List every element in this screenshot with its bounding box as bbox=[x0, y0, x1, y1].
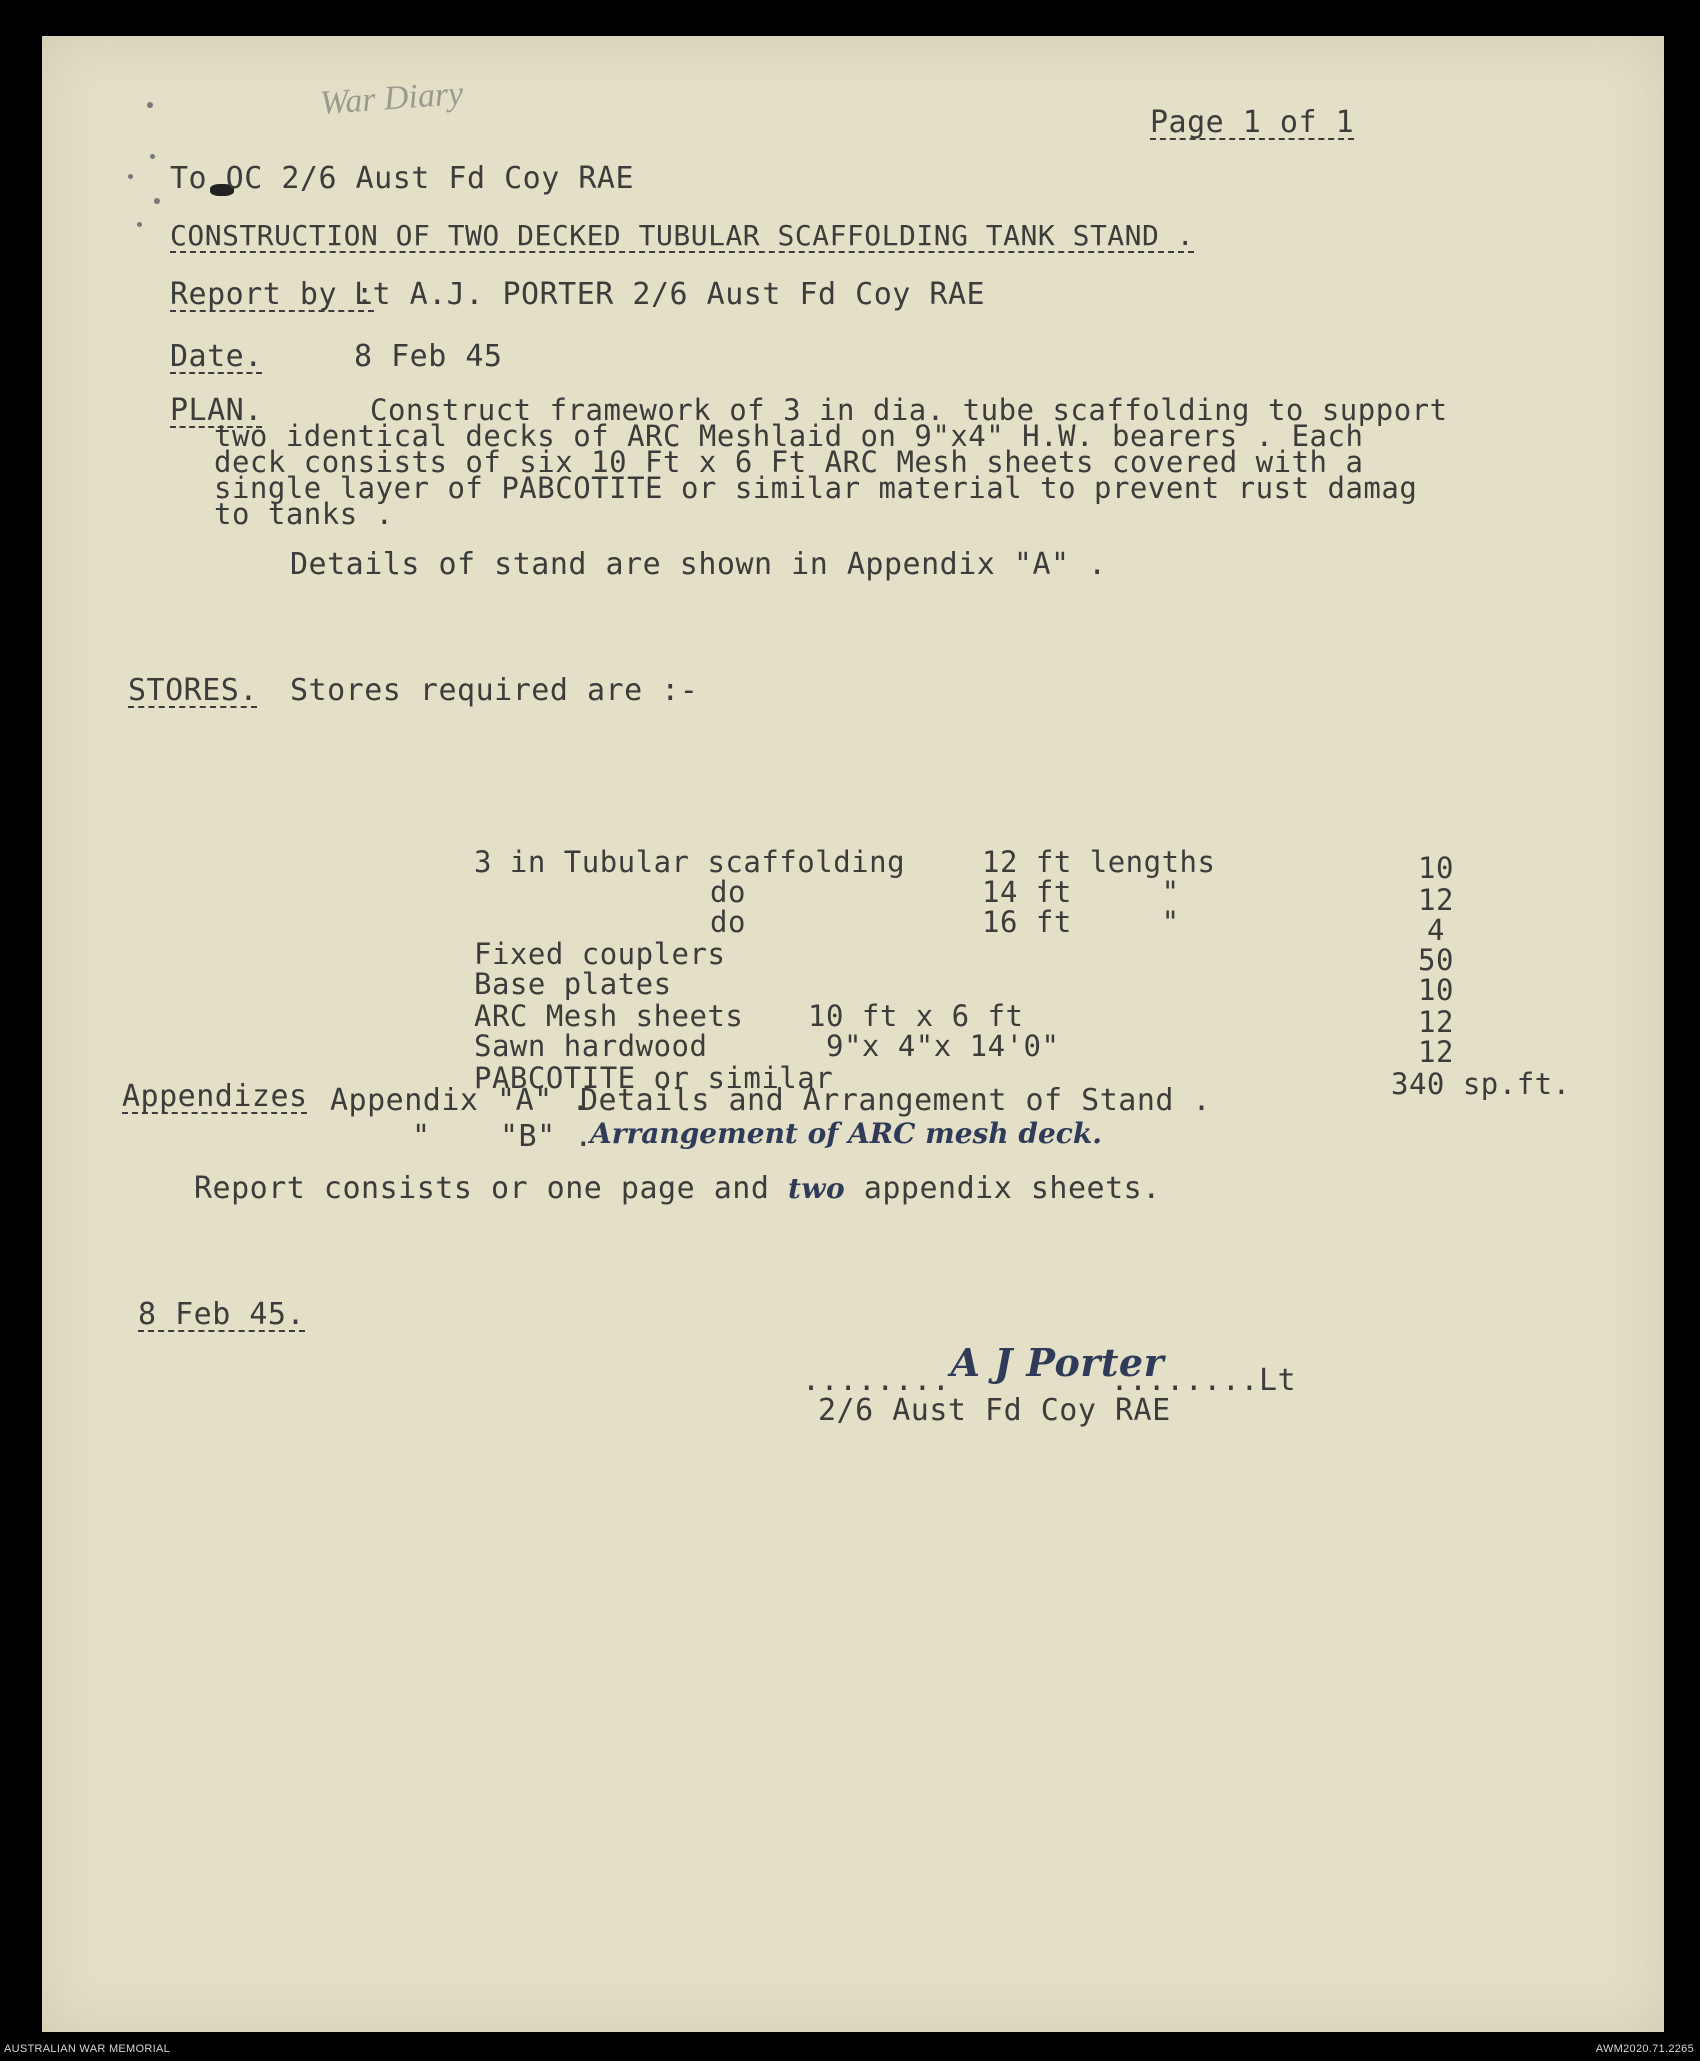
page-number: Page 1 of 1 bbox=[1150, 105, 1355, 140]
binder-mark bbox=[128, 174, 133, 179]
store-size: 9"x 4"x 14'0" bbox=[826, 1029, 1060, 1063]
appendix-b-ref: "B" . bbox=[500, 1119, 593, 1154]
binder-mark bbox=[154, 198, 160, 204]
footer-credit: AUSTRALIAN WAR MEMORIAL bbox=[4, 2043, 171, 2055]
binder-mark bbox=[137, 222, 142, 227]
document-title: CONSTRUCTION OF TWO DECKED TUBULAR SCAFFOLDING TANK STAND . bbox=[170, 219, 1195, 252]
binder-mark bbox=[150, 154, 155, 159]
report-by-value: Lt A.J. PORTER 2/6 Aust Fd Coy RAE bbox=[354, 277, 986, 312]
store-quantity: 10 bbox=[1418, 973, 1454, 1007]
report-by-label: Report by : bbox=[170, 277, 375, 312]
addressee: To OC 2/6 Aust Fd Coy RAE bbox=[170, 161, 635, 196]
store-item: do bbox=[710, 905, 746, 939]
store-quantity: 12 bbox=[1418, 1035, 1454, 1069]
sign-date: 8 Feb 45. bbox=[138, 1297, 306, 1332]
appendices-label: Appendizes bbox=[122, 1079, 308, 1114]
plan-line: to tanks . bbox=[214, 497, 394, 531]
stores-label: STORES. bbox=[128, 673, 258, 708]
store-item: Sawn hardwood bbox=[474, 1029, 708, 1063]
store-size: 10 ft x 6 ft bbox=[808, 999, 1024, 1033]
binder-mark bbox=[147, 102, 153, 108]
store-item: do bbox=[710, 875, 746, 909]
date-label: Date. bbox=[170, 339, 263, 374]
plan-line: Construct framework of 3 in dia. tube scaffolding to support bbox=[370, 393, 1448, 427]
store-quantity: 12 bbox=[1418, 1005, 1454, 1039]
store-item: 3 in Tubular scaffolding bbox=[474, 845, 906, 879]
appendix-b-desc: Arrangement of ARC mesh deck. bbox=[590, 1117, 1102, 1150]
store-item: ARC Mesh sheets bbox=[474, 999, 744, 1033]
plan-line: deck consists of six 10 Ft x 6 Ft ARC Mesh sheets covered with a bbox=[214, 445, 1364, 479]
store-quantity: 340 sp.ft. bbox=[1391, 1067, 1571, 1101]
signature-unit: 2/6 Aust Fd Coy RAE bbox=[818, 1393, 1171, 1428]
document-page bbox=[42, 36, 1664, 2032]
signature-line: ........A J Porter........Lt bbox=[802, 1340, 1297, 1398]
stores-intro: Stores required are :- bbox=[290, 673, 699, 708]
appendix-a-ref: Appendix "A" . bbox=[330, 1083, 590, 1118]
store-size: 14 ft " bbox=[982, 875, 1180, 909]
store-item: Fixed couplers bbox=[474, 937, 726, 971]
report-summary: Report consists or one page and two appendix sheets. bbox=[194, 1171, 1161, 1206]
store-quantity: 50 bbox=[1418, 943, 1454, 977]
plan-label: PLAN. bbox=[170, 393, 263, 428]
store-quantity: 10 bbox=[1418, 851, 1454, 885]
store-item: Base plates bbox=[474, 967, 672, 1001]
war-diary-annotation: War Diary bbox=[318, 75, 465, 122]
store-item: PABCOTITE or similar bbox=[474, 1061, 834, 1095]
store-size: 12 ft lengths bbox=[982, 845, 1216, 879]
plan-line: two identical decks of ARC Meshlaid on 9"x4" H.W. bearers . Each bbox=[214, 419, 1364, 453]
plan-details: Details of stand are shown in Appendix "A" . bbox=[290, 547, 1107, 582]
plan-line: single layer of PABCOTITE or similar material to prevent rust damag bbox=[214, 471, 1418, 505]
appendix-b-ditto: " bbox=[412, 1119, 431, 1154]
appendix-a-desc: Details and Arrangement of Stand . bbox=[580, 1083, 1212, 1118]
date-value: 8 Feb 45 bbox=[354, 339, 503, 374]
footer-id: AWM2020.71.2265 bbox=[1595, 2043, 1694, 2055]
store-size: 16 ft " bbox=[982, 905, 1180, 939]
store-quantity: 4 bbox=[1427, 913, 1445, 947]
store-quantity: 12 bbox=[1418, 883, 1454, 917]
